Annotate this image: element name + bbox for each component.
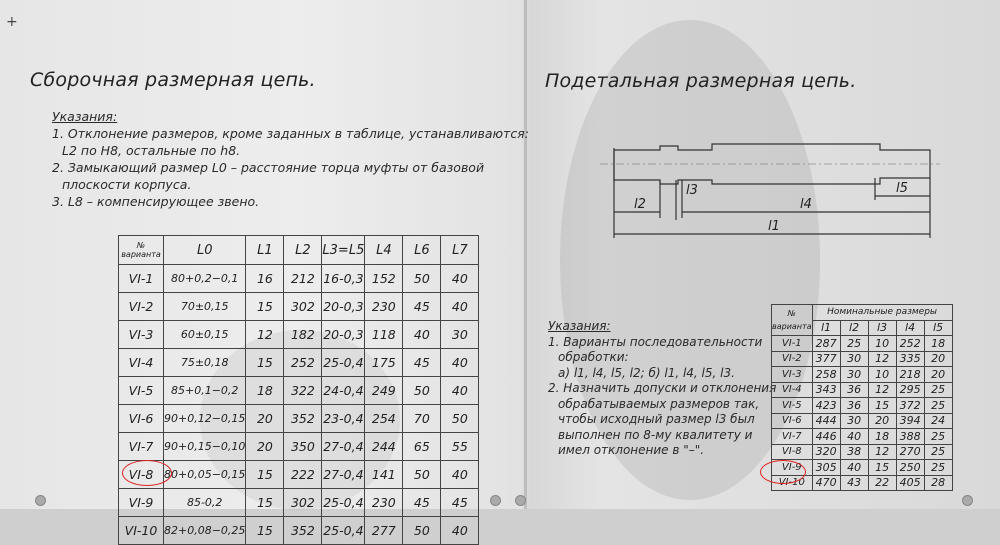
table-cell: 30: [441, 321, 479, 349]
table-row: [772, 351, 953, 367]
table-cell: 12: [868, 351, 896, 367]
table-cell: 230: [365, 489, 403, 517]
table-cell: 40: [441, 349, 479, 377]
table-cell: 50: [403, 461, 441, 489]
table-cell: 45: [403, 293, 441, 321]
shaft-drawing: [600, 140, 940, 245]
table-cell: 18: [924, 336, 952, 352]
assembly-table: [118, 235, 479, 545]
header-cell: L6: [403, 236, 441, 265]
table-cell: 244: [365, 433, 403, 461]
table-cell: 295: [896, 382, 924, 398]
table-cell: VI-8: [772, 444, 813, 460]
right-note-line: обработки:: [558, 350, 629, 364]
table-cell: 25-0,4: [322, 517, 365, 545]
table-cell: 405: [896, 475, 924, 491]
table-cell: 25-0,4: [322, 489, 365, 517]
header-cell: № варианта: [119, 236, 164, 265]
table-row: [772, 398, 953, 414]
table-cell: 118: [365, 321, 403, 349]
right-note-line: выполнен по 8-му квалитету и: [558, 427, 753, 442]
table-cell: 335: [896, 351, 924, 367]
table-cell: 222: [284, 461, 322, 489]
table-cell: 45: [441, 489, 479, 517]
header-cell: L3=L5: [322, 236, 365, 265]
table-cell: 36: [840, 382, 868, 398]
table-cell: 15: [246, 489, 284, 517]
table-cell: 20: [924, 351, 952, 367]
header-cell: L2: [284, 236, 322, 265]
table-cell: 40: [840, 429, 868, 445]
label-l1: l1: [768, 219, 780, 234]
table-row: [119, 349, 479, 377]
table-cell: 50: [403, 517, 441, 545]
table-cell: 352: [284, 405, 322, 433]
table-cell: VI-10: [119, 517, 164, 545]
table-cell: VI-2: [119, 293, 164, 321]
table-cell: 423: [812, 398, 840, 414]
table-cell: 141: [365, 461, 403, 489]
poster-fold: [524, 0, 527, 509]
red-circle-highlight: [122, 460, 172, 486]
table-cell: VI-2: [772, 351, 813, 367]
left-note-line: 1. Отклонение размеров, кроме заданных в таблице, устанавливаются:: [52, 126, 529, 141]
table-cell: 18: [868, 429, 896, 445]
table-cell: 10: [868, 336, 896, 352]
plus-mark: +: [6, 14, 18, 30]
table-cell: 446: [812, 429, 840, 445]
table-cell: 24: [924, 413, 952, 429]
table-cell: 444: [812, 413, 840, 429]
table-cell: 40: [441, 461, 479, 489]
table-row: [772, 444, 953, 460]
table-cell: 322: [284, 377, 322, 405]
label-l2: l2: [634, 197, 646, 212]
table-cell: 343: [812, 382, 840, 398]
table-cell: VI-7: [772, 429, 813, 445]
table-cell: 40: [441, 377, 479, 405]
table-cell: 20: [246, 405, 284, 433]
table-cell: VI-10: [772, 475, 813, 491]
table-row: [119, 405, 479, 433]
table-cell: 352: [284, 517, 322, 545]
right-note-line: имел отклонение в "–".: [558, 443, 705, 457]
left-notes-heading: Указания:: [52, 109, 118, 124]
right-title: Подетальная размерная цепь.: [545, 70, 857, 92]
header-cell: l3: [868, 320, 896, 336]
table-cell: 175: [365, 349, 403, 377]
left-title: Сборочная размерная цепь.: [30, 69, 316, 91]
table-cell: 212: [284, 265, 322, 293]
table-cell: 45: [403, 349, 441, 377]
table-cell: 40: [441, 517, 479, 545]
left-notes: [52, 108, 529, 210]
table-cell: 230: [365, 293, 403, 321]
table-cell: 70: [403, 405, 441, 433]
table-cell: 377: [812, 351, 840, 367]
table-cell: 152: [365, 265, 403, 293]
table-cell: 43: [840, 475, 868, 491]
table-cell: 20-0,3: [322, 321, 365, 349]
table-cell: VI-1: [119, 265, 164, 293]
table-cell: 65: [403, 433, 441, 461]
table-cell: 20: [868, 413, 896, 429]
table-cell: 40: [441, 265, 479, 293]
table-cell: 249: [365, 377, 403, 405]
table-cell: VI-6: [119, 405, 164, 433]
table-cell: 38: [840, 444, 868, 460]
table-cell: 50: [403, 265, 441, 293]
table-cell: 16: [246, 265, 284, 293]
table-cell: 85+0,1−0,2: [164, 377, 246, 405]
table-cell: 394: [896, 413, 924, 429]
table-cell: 15: [868, 460, 896, 476]
left-note-line: L2 по H8, остальные по h8.: [62, 143, 241, 158]
header-cell: № варианта: [772, 305, 813, 336]
table-header-row: [772, 305, 953, 321]
table-cell: 388: [896, 429, 924, 445]
label-l5: l5: [896, 181, 908, 196]
table-cell: 20-0,3: [322, 293, 365, 321]
header-cell: L4: [365, 236, 403, 265]
table-cell: VI-3: [772, 367, 813, 383]
table-cell: 302: [284, 293, 322, 321]
table-cell: 350: [284, 433, 322, 461]
table-cell: 16-0,3: [322, 265, 365, 293]
table-cell: 40: [403, 321, 441, 349]
table-cell: 82+0,08−0,25: [164, 517, 246, 545]
pin: [490, 495, 501, 506]
table-row: [119, 377, 479, 405]
table-row: [772, 413, 953, 429]
table-cell: 75±0,18: [164, 349, 246, 377]
table-cell: 25: [924, 460, 952, 476]
pin: [515, 495, 526, 506]
table-row: [772, 429, 953, 445]
table-cell: 25: [924, 382, 952, 398]
left-note-line: плоскости корпуса.: [62, 177, 192, 192]
table-cell: VI-9: [772, 460, 813, 476]
table-cell: 70±0,15: [164, 293, 246, 321]
table-row: [772, 367, 953, 383]
table-cell: 12: [246, 321, 284, 349]
table-cell: 10: [868, 367, 896, 383]
right-note-line: а) l1, l4, l5, l2; б) l1, l4, l5, l3.: [558, 365, 735, 380]
label-l3: l3: [686, 183, 698, 198]
table-cell: 30: [840, 367, 868, 383]
table-cell: 250: [896, 460, 924, 476]
table-cell: 15: [246, 461, 284, 489]
table-cell: 50: [403, 377, 441, 405]
table-cell: 15: [868, 398, 896, 414]
right-note-line: 2. Назначить допуски и отклонения: [548, 381, 777, 395]
label-l4: l4: [800, 197, 812, 212]
table-cell: 277: [365, 517, 403, 545]
left-note-line: 3. L8 – компенсирующее звено.: [52, 194, 260, 209]
table-cell: 25: [924, 429, 952, 445]
table-cell: 182: [284, 321, 322, 349]
header-cell: l4: [896, 320, 924, 336]
header-cell: l5: [924, 320, 952, 336]
table-cell: 80+0,05−0,15: [164, 461, 246, 489]
right-note-line: 1. Варианты последовательности: [548, 334, 763, 349]
table-cell: 30: [840, 413, 868, 429]
assembly-table-body: [119, 265, 479, 545]
table-cell: 90+0,15−0,10: [164, 433, 246, 461]
table-cell: 270: [896, 444, 924, 460]
table-cell: 302: [284, 489, 322, 517]
table-cell: 60±0,15: [164, 321, 246, 349]
table-row: [119, 461, 479, 489]
header-cell: L7: [441, 236, 479, 265]
table-cell: 23-0,4: [322, 405, 365, 433]
table-cell: 254: [365, 405, 403, 433]
table-cell: 287: [812, 336, 840, 352]
table-cell: 40: [441, 293, 479, 321]
table-cell: 90+0,12−0,15: [164, 405, 246, 433]
header-cell: l2: [840, 320, 868, 336]
right-note-line: чтобы исходный размер l3 был: [558, 412, 755, 426]
table-cell: VI-8: [119, 461, 164, 489]
table-cell: 25-0,4: [322, 349, 365, 377]
header-cell: l1: [812, 320, 840, 336]
table-row: [119, 321, 479, 349]
table-cell: 15: [246, 349, 284, 377]
table-cell: 320: [812, 444, 840, 460]
table-cell: VI-4: [772, 382, 813, 398]
table-cell: 470: [812, 475, 840, 491]
table-cell: 372: [896, 398, 924, 414]
table-cell: 25: [840, 336, 868, 352]
table-cell: 30: [840, 351, 868, 367]
table-cell: 218: [896, 367, 924, 383]
table-cell: VI-7: [119, 433, 164, 461]
table-cell: VI-6: [772, 413, 813, 429]
table-cell: 27-0,4: [322, 433, 365, 461]
right-notes-heading: Указания:: [548, 319, 611, 333]
table-cell: VI-9: [119, 489, 164, 517]
red-circle-highlight: [760, 460, 806, 484]
table-cell: 25: [924, 398, 952, 414]
table-cell: VI-4: [119, 349, 164, 377]
table-row: [772, 382, 953, 398]
table-cell: 36: [840, 398, 868, 414]
left-note-line: 2. Замыкающий размер L0 – расстояние торца муфты от базовой: [52, 160, 485, 175]
table-cell: 24-0,4: [322, 377, 365, 405]
table-cell: VI-3: [119, 321, 164, 349]
table-cell: 45: [403, 489, 441, 517]
table-row: [119, 265, 479, 293]
table-row: [119, 489, 479, 517]
header-cell: L1: [246, 236, 284, 265]
table-cell: 55: [441, 433, 479, 461]
table-cell: 20: [924, 367, 952, 383]
table-cell: 252: [896, 336, 924, 352]
right-notes: [548, 319, 776, 459]
pin: [35, 495, 46, 506]
table-cell: 85-0,2: [164, 489, 246, 517]
table-cell: VI-1: [772, 336, 813, 352]
table-cell: 20: [246, 433, 284, 461]
table-cell: VI-5: [119, 377, 164, 405]
table-header-row: [119, 236, 479, 265]
table-cell: 12: [868, 444, 896, 460]
table-cell: VI-5: [772, 398, 813, 414]
table-cell: 50: [441, 405, 479, 433]
table-row: [119, 293, 479, 321]
table-cell: 80+0,2−0,1: [164, 265, 246, 293]
table-row: [772, 336, 953, 352]
table-cell: 22: [868, 475, 896, 491]
table-cell: 258: [812, 367, 840, 383]
table-row: [119, 517, 479, 545]
table-cell: 27-0,4: [322, 461, 365, 489]
table-cell: 305: [812, 460, 840, 476]
header-group-cell: Номинальные размеры: [812, 305, 952, 321]
table-cell: 18: [246, 377, 284, 405]
header-cell: L0: [164, 236, 246, 265]
table-cell: 12: [868, 382, 896, 398]
pin: [962, 495, 973, 506]
right-note-line: обрабатываемых размеров так,: [558, 396, 760, 411]
table-cell: 40: [840, 460, 868, 476]
table-cell: 15: [246, 293, 284, 321]
table-row: [119, 433, 479, 461]
table-cell: 252: [284, 349, 322, 377]
table-cell: 15: [246, 517, 284, 545]
table-cell: 25: [924, 444, 952, 460]
table-cell: 28: [924, 475, 952, 491]
